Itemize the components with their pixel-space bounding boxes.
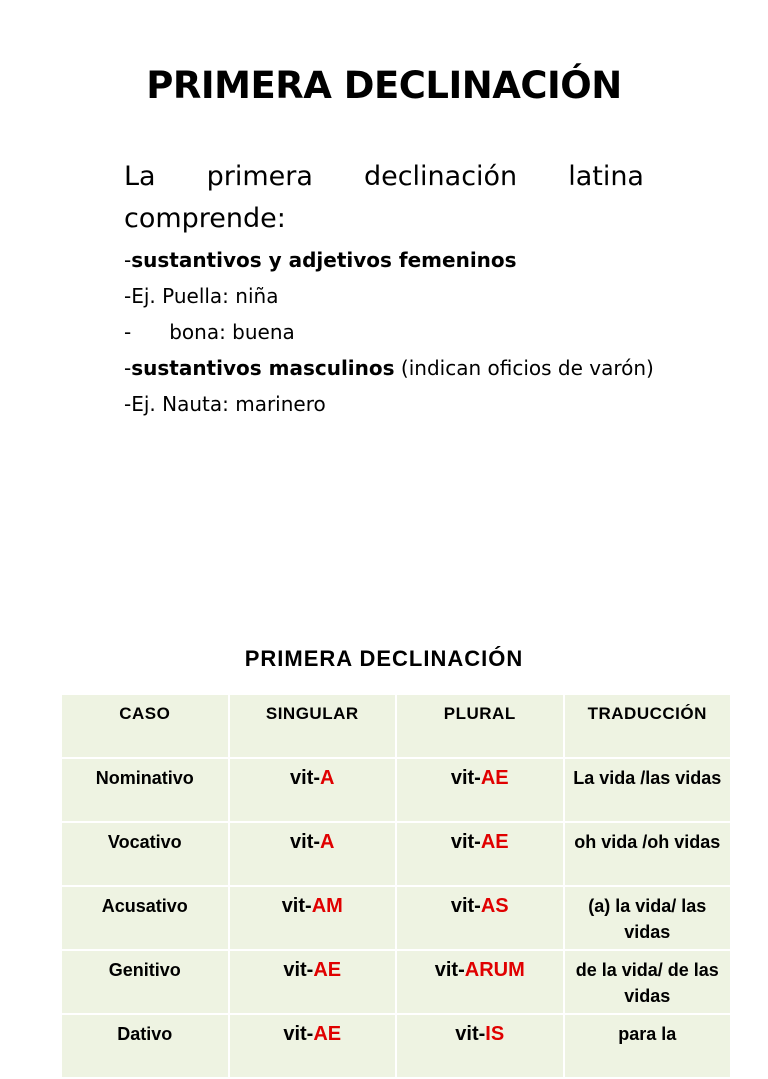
stem: vit- xyxy=(281,895,312,917)
stem: vit- xyxy=(283,1023,314,1045)
bullet-dash: - xyxy=(124,392,132,416)
caso-cell: Genitivo xyxy=(61,950,229,1014)
stem: vit- xyxy=(450,895,481,917)
ending: AS xyxy=(480,895,509,917)
translation-cell: de la vida/ de las vidas xyxy=(564,950,732,1014)
bullet-list xyxy=(124,242,654,422)
translation-cell: para la xyxy=(564,1014,732,1078)
table-title: PRIMERA DECLINACIÓN xyxy=(244,646,524,671)
table-row xyxy=(61,758,731,822)
ending: A xyxy=(320,767,335,789)
intro-word: primera xyxy=(206,161,313,192)
translation-cell: oh vida /oh vidas xyxy=(564,822,732,886)
singular-cell xyxy=(229,886,397,950)
plural-cell xyxy=(396,950,564,1014)
declension-table xyxy=(60,693,732,1079)
plural-cell xyxy=(396,886,564,950)
bullet-dash: - xyxy=(124,284,132,308)
singular-cell xyxy=(229,950,397,1014)
table-row xyxy=(61,822,731,886)
ending: AM xyxy=(311,895,343,917)
bullet-item xyxy=(124,314,654,350)
bullet-bold-text: sustantivos y adjetivos femeninos xyxy=(131,248,517,272)
ending: AE xyxy=(313,959,342,981)
intro-word: latina xyxy=(568,161,644,192)
caso-cell: Vocativo xyxy=(61,822,229,886)
header-caso: CASO xyxy=(61,694,229,758)
caso-cell: Dativo xyxy=(61,1014,229,1078)
plural-cell xyxy=(396,822,564,886)
ending: A xyxy=(320,831,335,853)
header-plural: PLURAL xyxy=(396,694,564,758)
table-row xyxy=(61,886,731,950)
intro-line-2: comprende: xyxy=(124,203,286,234)
translation-cell: (a) la vida/ las vidas xyxy=(564,886,732,950)
bullet-text: bona: buena xyxy=(169,320,295,344)
intro-line-1 xyxy=(124,156,644,198)
table-row xyxy=(61,1014,731,1078)
stem: vit- xyxy=(434,959,465,981)
singular-cell xyxy=(229,1014,397,1078)
intro-word: La xyxy=(124,161,156,192)
bullet-dash: - xyxy=(124,356,132,380)
singular-cell xyxy=(229,822,397,886)
bullet-text: (indican oficios de varón) xyxy=(394,356,654,380)
bullet-bold-text: sustantivos masculinos xyxy=(131,356,395,380)
plural-cell xyxy=(396,758,564,822)
bullet-item xyxy=(124,242,654,278)
bullet-text: Ej. Nauta: marinero xyxy=(131,392,326,416)
intro-paragraph xyxy=(124,156,644,240)
header-traduccion: TRADUCCIÓN xyxy=(564,694,732,758)
bullet-item xyxy=(124,350,654,386)
table-row xyxy=(61,950,731,1014)
bullet-dash: - xyxy=(124,320,132,344)
bullet-item xyxy=(124,386,654,422)
translation-cell: La vida /las vidas xyxy=(564,758,732,822)
stem: vit- xyxy=(455,1023,486,1045)
ending: AE xyxy=(313,1023,342,1045)
caso-cell: Nominativo xyxy=(61,758,229,822)
slide-title: PRIMERA DECLINACIÓN xyxy=(146,64,622,107)
bullet-text: Ej. Puella: niña xyxy=(131,284,279,308)
caso-cell: Acusativo xyxy=(61,886,229,950)
stem: vit- xyxy=(290,831,321,853)
bullet-dash: - xyxy=(124,248,132,272)
stem: vit- xyxy=(283,959,314,981)
ending: IS xyxy=(485,1023,505,1045)
ending: AE xyxy=(480,767,509,789)
singular-cell xyxy=(229,758,397,822)
table-header-row xyxy=(61,694,731,758)
ending: AE xyxy=(480,831,509,853)
header-singular: SINGULAR xyxy=(229,694,397,758)
ending: ARUM xyxy=(464,959,525,981)
stem: vit- xyxy=(290,767,321,789)
plural-cell xyxy=(396,1014,564,1078)
stem: vit- xyxy=(450,831,481,853)
bullet-item xyxy=(124,278,654,314)
intro-word: declinación xyxy=(363,161,518,192)
stem: vit- xyxy=(450,767,481,789)
